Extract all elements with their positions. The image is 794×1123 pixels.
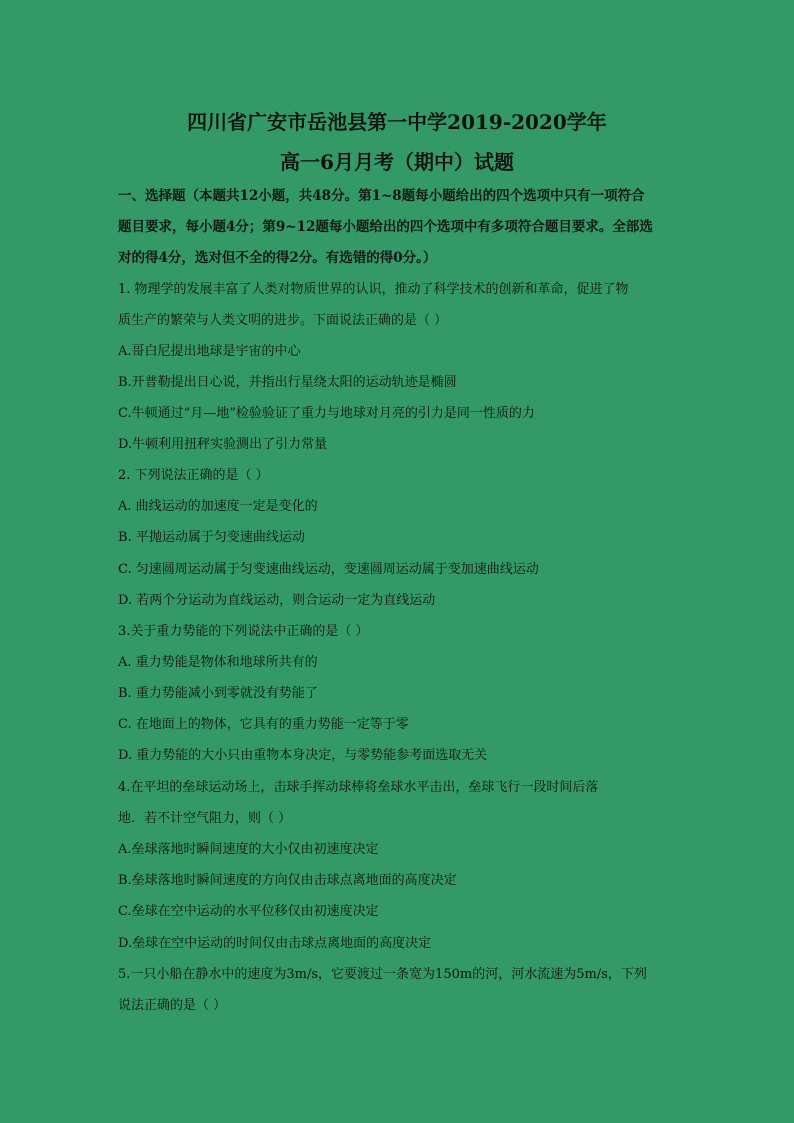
exam-title-line-1: 四川省广安市岳池县第一中学2019-2020学年	[187, 110, 607, 134]
q3-option-b: B. 重力势能减小到零就没有势能了	[118, 686, 318, 701]
q3-stem: 3.关于重力势能的下列说法中正确的是（ ）	[118, 624, 369, 639]
q2-stem: 2. 下列说法正确的是（ ）	[118, 468, 269, 483]
q3-option-c: C. 在地面上的物体，它具有的重力势能一定等于零	[118, 717, 409, 732]
q4-stem-line-2: 地．若不计空气阻力，则（ ）	[118, 811, 292, 826]
q1-option-a: A.哥白尼提出地球是宇宙的中心	[118, 344, 301, 359]
section-header-line-1: 一、选择题（本题共12小题，共48分。第1~8题每小题给出的四个选项中只有一项符合	[118, 188, 645, 204]
q1-stem-line-1: 1. 物理学的发展丰富了人类对物质世界的认识，推动了科学技术的创新和革命，促进了物	[118, 282, 629, 297]
q4-stem-line-1: 4.在平坦的垒球运动场上，击球手挥动球棒将垒球水平击出，垒球飞行一段时间后落	[118, 780, 599, 795]
q1-option-d: D.牛顿利用扭秤实验测出了引力常量	[118, 437, 328, 452]
q2-option-b: B. 平抛运动属于匀变速曲线运动	[118, 530, 305, 545]
q1-stem-line-2: 质生产的繁荣与人类文明的进步。下面说法正确的是（ ）	[118, 313, 448, 328]
section-header-line-2: 题目要求，每小题4分；第9~12题每小题给出的四个选项中有多项符合题目要求。全部选	[118, 219, 653, 235]
q3-option-a: A. 重力势能是物体和地球所共有的	[118, 655, 318, 670]
q2-option-c: C. 匀速圆周运动属于匀变速曲线运动，变速圆周运动属于变加速曲线运动	[118, 562, 539, 577]
q4-option-a: A.垒球落地时瞬间速度的大小仅由初速度决定	[118, 842, 379, 857]
q5-stem-line-2: 说法正确的是（ ）	[118, 998, 227, 1013]
section-header-line-3: 对的得4分，选对但不全的得2分。有选错的得0分。）	[118, 250, 437, 266]
q4-option-b: B.垒球落地时瞬间速度的方向仅由击球点离地面的高度决定	[118, 873, 457, 888]
exam-title-line-2: 高一6月月考（期中）试题	[280, 150, 514, 174]
q1-option-c: C.牛顿通过“月—地”检验验证了重力与地球对月亮的引力是同一性质的力	[118, 406, 535, 421]
q2-option-a: A. 曲线运动的加速度一定是变化的	[118, 499, 318, 514]
q3-option-d: D. 重力势能的大小只由重物本身决定，与零势能参考面选取无关	[118, 748, 488, 763]
q5-stem-line-1: 5.一只小船在静水中的速度为3m/s，它要渡过一条宽为150m的河，河水流速为5m/s，下列	[118, 967, 647, 982]
q4-option-d: D.垒球在空中运动的时间仅由击球点离地面的高度决定	[118, 936, 432, 951]
q1-option-b: B.开普勒提出日心说，并指出行星绕太阳的运动轨迹是椭圆	[118, 375, 457, 390]
q4-option-c: C.垒球在空中运动的水平位移仅由初速度决定	[118, 904, 379, 919]
q2-option-d: D. 若两个分运动为直线运动，则合运动一定为直线运动	[118, 593, 436, 608]
